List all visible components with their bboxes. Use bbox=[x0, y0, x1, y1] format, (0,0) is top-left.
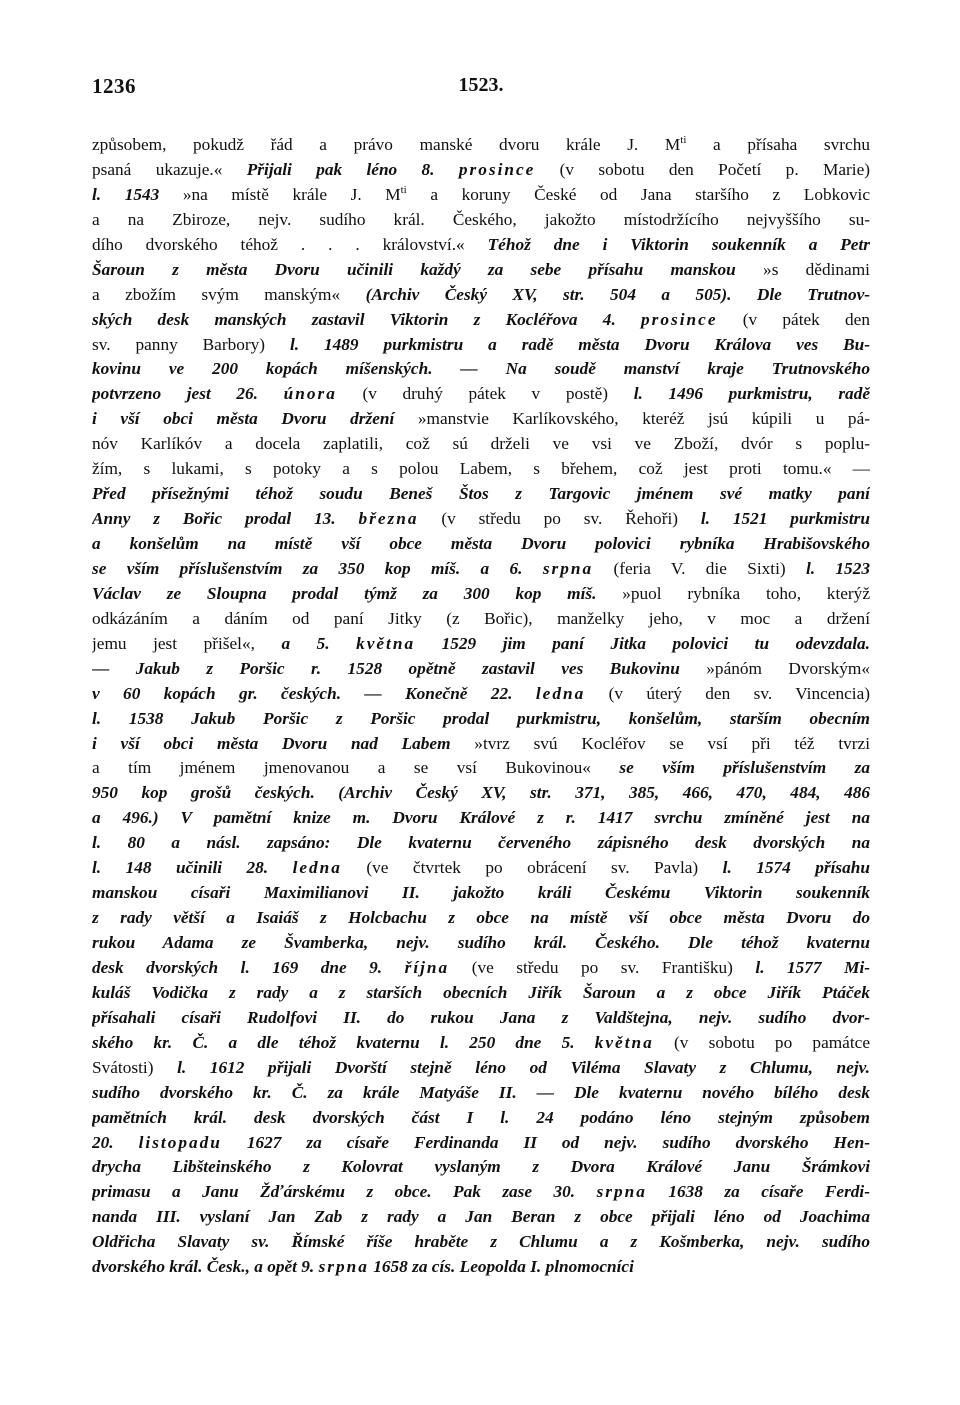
text-run: (ve čtvrtek po obrácení sv. Pavla) bbox=[341, 858, 723, 878]
italic-text: května bbox=[356, 633, 416, 653]
text-line bbox=[92, 1081, 870, 1106]
text-line bbox=[92, 682, 870, 707]
text-run: a na Zbiroze, nejv. sudího král. Českého, jakožto místodržícího nejvyššího su- bbox=[92, 209, 870, 229]
text-line bbox=[92, 507, 870, 532]
text-run: »na místě krále J. M bbox=[182, 184, 401, 204]
text-line bbox=[92, 1205, 870, 1230]
text-run: a tím jménem jmenovanou a se vsí Bukovinou« bbox=[92, 758, 620, 778]
italic-text: z rady větší a Isaiáš z Holcbachu z obce na místě vší obce města Dvoru do bbox=[92, 908, 870, 928]
text-line bbox=[92, 1230, 870, 1255]
text-run: »tvrz svú Kocléřov se vsí při též tvrzi bbox=[450, 733, 870, 753]
italic-text: 20. bbox=[92, 1132, 139, 1152]
italic-text: října bbox=[404, 957, 450, 977]
text-run: »s dědinami bbox=[735, 259, 870, 279]
italic-text: srpna bbox=[596, 1182, 647, 1202]
text-run: a zbožím svým manským« bbox=[92, 284, 366, 304]
italic-text: kuláš Vodička z rady a z starších obecních Jiřík Šaroun a z obce Jiřík Ptáček bbox=[92, 982, 870, 1002]
page-header bbox=[92, 74, 870, 104]
text-line bbox=[92, 931, 870, 956]
text-run: nóv Karlíkóv a docela zaplatili, což sú drželi ve vsi ve Zboží, dvór s poplu- bbox=[92, 434, 870, 454]
text-run: způsobem, pokudž řád a právo manské dvoru krále J. M bbox=[92, 135, 681, 154]
italic-text: 1627 za císaře Ferdinanda II od nejv. sudího dvorského Hen- bbox=[221, 1132, 870, 1152]
italic-text: i vší obci města Dvoru držení bbox=[92, 409, 395, 429]
text-line bbox=[92, 208, 870, 233]
italic-text: l. 1538 Jakub Poršic z Poršic prodal purkmistru, konšelům, starším obecním bbox=[92, 708, 870, 728]
italic-text: se vším příslušenstvím za 350 kop míš. a 6. bbox=[92, 558, 543, 578]
text-run: (v sobotu po památce bbox=[653, 1032, 870, 1052]
italic-text: prosince bbox=[458, 159, 536, 179]
text-line bbox=[92, 732, 870, 757]
text-line bbox=[92, 756, 870, 781]
italic-text: l. 1577 Mi- bbox=[755, 957, 870, 977]
italic-text: Václav ze Sloupna prodal týmž za 300 kop míš. bbox=[92, 583, 597, 603]
italic-text: primasu a Janu Žďárskému z obce. Pak zase 30. bbox=[92, 1182, 597, 1202]
italic-text: drycha Libšteinského z Kolovrat vyslaným z Dvora Králové Janu Šrámkovi bbox=[92, 1157, 870, 1177]
italic-text: se vším příslušenstvím za bbox=[619, 758, 870, 778]
superscript: ti bbox=[400, 184, 407, 197]
text-run: »puol rybníka toho, kterýž bbox=[596, 583, 870, 603]
italic-text: a 496.) V pamětní knize m. Dvoru Králové z r. 1417 svrchu zmíněné jest na bbox=[92, 808, 870, 828]
text-run: (v sobotu den Početí p. Marie) bbox=[535, 159, 870, 179]
italic-text: února bbox=[283, 384, 337, 404]
text-run: odkázáním a dáním od paní Jitky (z Bořic), manželky jeho, v moc a držení bbox=[92, 608, 870, 628]
text-run: (v druhý pátek v postě) bbox=[336, 384, 634, 404]
text-line bbox=[92, 806, 870, 831]
italic-text: Oldřicha Slavaty sv. Římské říše hraběte z Chlumu a z Košmberka, nejv. sudího bbox=[92, 1232, 870, 1252]
text-line bbox=[92, 482, 870, 507]
italic-text: l. 1574 přísahu bbox=[722, 858, 870, 878]
italic-text: srpna bbox=[542, 558, 594, 578]
italic-text: Téhož dne i Viktorin soukenník a Petr bbox=[487, 234, 870, 254]
italic-text: l. 1612 přijali Dvorští stejně léno od Viléma Slavaty z Chlumu, nejv. bbox=[177, 1057, 870, 1077]
italic-text: Šaroun z města Dvoru učinili každý za sebe přísahu manskou bbox=[92, 259, 736, 279]
text-line bbox=[92, 158, 870, 183]
text-run: jemu jest přišel«, bbox=[92, 633, 282, 653]
italic-text: května bbox=[594, 1032, 654, 1052]
body-text bbox=[92, 133, 870, 1280]
italic-text: dvorského král. Česk., a opět 9. bbox=[92, 1257, 319, 1277]
italic-text: ledna bbox=[292, 858, 342, 878]
italic-text: l. 1521 purkmistru bbox=[700, 509, 870, 529]
superscript: ti bbox=[680, 134, 687, 147]
italic-text: manskou císaři Maximilianovi II. jakožto králi Českému Viktorin soukenník bbox=[92, 883, 870, 903]
text-line bbox=[92, 856, 870, 881]
text-line bbox=[92, 532, 870, 557]
italic-text: března bbox=[358, 509, 419, 529]
text-line bbox=[92, 357, 870, 382]
text-run: (ve středu po sv. Františku) bbox=[449, 957, 756, 977]
italic-text: pamětních král. desk dvorských část I l. 24 podáno léno stejným způsobem bbox=[92, 1107, 870, 1127]
text-line bbox=[92, 707, 870, 732]
italic-text: — Jakub z Poršic r. 1528 opětně zastavil ves Bukovinu bbox=[92, 658, 680, 678]
text-line bbox=[92, 283, 870, 308]
italic-text: desk dvorských l. 169 dne 9. bbox=[92, 957, 405, 977]
italic-text: (Archiv Český XV, str. 504 a 505). Dle Trutnov- bbox=[365, 284, 870, 304]
italic-text: 1658 za cís. Leopolda I. plnomocníci bbox=[368, 1257, 634, 1277]
text-run: psaná ukazuje.« bbox=[92, 159, 247, 179]
italic-text: kovinu ve 200 kopách míšenských. — Na soudě manství kraje Trutnovského bbox=[92, 359, 870, 379]
italic-text: l. 80 a násl. zapsáno: Dle kvaternu červeného zápisného desk dvorských na bbox=[92, 833, 870, 853]
text-line bbox=[92, 233, 870, 258]
text-line bbox=[92, 1031, 870, 1056]
text-run: »pánóm Dvorským« bbox=[679, 658, 870, 678]
italic-text: i vší obci města Dvoru nad Labem bbox=[92, 733, 451, 753]
text-run: »manstvie Karlíkovského, kteréž jsú kúpili u pá- bbox=[394, 409, 870, 429]
text-line bbox=[92, 557, 870, 582]
italic-text: l. 1496 purkmistru, radě bbox=[633, 384, 870, 404]
text-line bbox=[92, 632, 870, 657]
text-line bbox=[92, 1056, 870, 1081]
text-line bbox=[92, 981, 870, 1006]
italic-text: prosince bbox=[641, 309, 718, 329]
text-line bbox=[92, 657, 870, 682]
text-line bbox=[92, 1106, 870, 1131]
text-line bbox=[92, 258, 870, 283]
text-line bbox=[92, 582, 870, 607]
text-line bbox=[92, 1006, 870, 1031]
text-run: (feria V. die Sixti) bbox=[593, 558, 806, 578]
text-line bbox=[92, 781, 870, 806]
page-number: 1236 bbox=[92, 74, 136, 98]
italic-text: sudího dvorského kr. Č. za krále Matyáše II. — Dle kvaternu nového bílého desk bbox=[92, 1082, 870, 1102]
italic-text: 950 kop grošů českých. (Archiv Český XV, str. 371, 385, 466, 470, 484, 486 bbox=[92, 783, 870, 803]
italic-text: l. 148 učinili 28. bbox=[92, 858, 293, 878]
italic-text: srpna bbox=[318, 1257, 369, 1277]
italic-text: 1638 za císaře Ferdi- bbox=[646, 1182, 870, 1202]
text-run: Svátosti) bbox=[92, 1057, 178, 1077]
italic-text: Před přísežnými téhož soudu Beneš Štos z Targovic jménem své matky paní bbox=[92, 484, 870, 504]
italic-text: Anny z Bořic prodal 13. bbox=[92, 509, 359, 529]
italic-text: v 60 kopách gr. českých. — Konečně 22. bbox=[92, 683, 536, 703]
italic-text: listopadu bbox=[138, 1132, 222, 1152]
italic-text: a konšelům na místě vší obce města Dvoru polovici rybníka Hrabišovského bbox=[92, 534, 870, 553]
italic-text: nanda III. vyslaní Jan Zab z rady a Jan Beran z obce přijali léno od Joachima bbox=[92, 1207, 870, 1227]
italic-text: l. 1543 bbox=[92, 184, 183, 204]
text-line bbox=[92, 1155, 870, 1180]
italic-text: a 5. bbox=[281, 633, 357, 653]
italic-text: ledna bbox=[535, 683, 586, 703]
text-line bbox=[92, 906, 870, 931]
italic-text: rukou Adama ze Švamberka, nejv. sudího král. Českého. Dle téhož kvaternu bbox=[92, 933, 870, 952]
text-run: (v středu po sv. Řehoři) bbox=[418, 509, 701, 529]
text-run: (v pátek den bbox=[717, 309, 870, 329]
text-line bbox=[92, 133, 870, 158]
text-run: (v úterý den sv. Vincencia) bbox=[585, 683, 870, 703]
text-line bbox=[92, 956, 870, 981]
text-line bbox=[92, 333, 870, 358]
text-line bbox=[92, 382, 870, 407]
text-run: dího dvorského téhož . . . království.« bbox=[92, 234, 488, 254]
italic-text: 1529 jim paní Jitka polovici tu odevzdala. bbox=[415, 633, 870, 653]
italic-text: potvrzeno jest 26. bbox=[92, 384, 284, 404]
running-header-year: 1523. bbox=[458, 74, 504, 96]
text-run: sv. panny Barbory) bbox=[92, 334, 290, 354]
text-line bbox=[92, 1180, 870, 1205]
italic-text: Přijali pak léno 8. bbox=[246, 159, 459, 179]
text-line bbox=[92, 457, 870, 482]
text-line bbox=[92, 183, 870, 208]
text-line bbox=[92, 407, 870, 432]
text-line bbox=[92, 1255, 870, 1280]
italic-text: l. 1489 purkmistru a radě města Dvoru Králova ves Bu- bbox=[289, 334, 870, 354]
text-run: žím, s lukami, s potoky a s polou Labem, s břehem, což jest proti tomu.« — bbox=[92, 459, 870, 479]
italic-text: ských desk manských zastavil Viktorin z Kocléřova 4. bbox=[92, 309, 642, 329]
text-line bbox=[92, 831, 870, 856]
italic-text: přísahali císaři Rudolfovi II. do rukou Jana z Valdštejna, nejv. sudího dvor- bbox=[92, 1007, 870, 1027]
text-line bbox=[92, 1131, 870, 1156]
text-run: a přísaha svrchu bbox=[686, 135, 870, 154]
italic-text: l. 1523 bbox=[805, 558, 870, 578]
text-line bbox=[92, 881, 870, 906]
italic-text: ského kr. Č. a dle téhož kvaternu l. 250 dne 5. bbox=[92, 1032, 595, 1052]
text-line bbox=[92, 308, 870, 333]
text-line bbox=[92, 432, 870, 457]
text-line bbox=[92, 607, 870, 632]
text-run: a koruny České od Jana staršího z Lobkovic bbox=[406, 184, 870, 204]
